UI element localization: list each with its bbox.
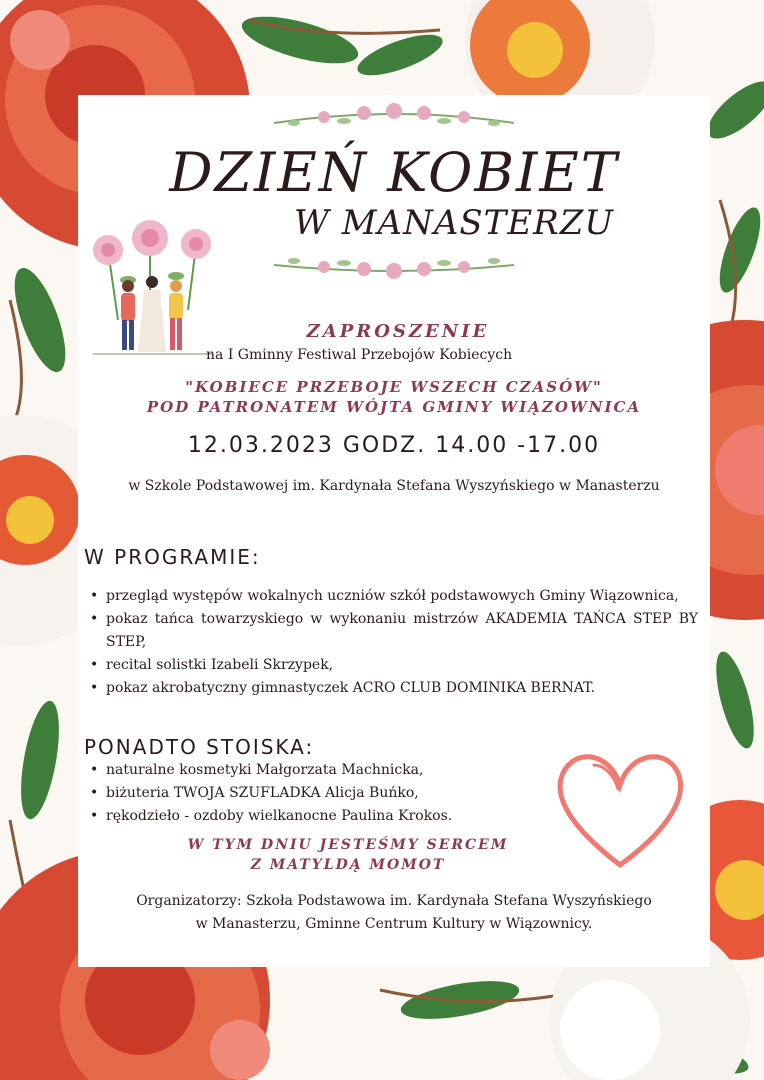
list-item: • pokaz akrobatyczny gimnastyczek ACRO CLUB DOMINIKA BERNAT.: [90, 677, 698, 700]
list-item: • przegląd występów wokalnych uczniów szkół podstawowych Gminy Wiązownica,: [90, 585, 698, 608]
heart-message-line1: W TYM DNIU JESTEŚMY SERCEM: [187, 837, 509, 853]
heart-message-line2: Z MATYLDĄ MOMOT: [250, 857, 446, 873]
organizers-line1: Organizatorzy: Szkoła Podstawowa im. Kardynała Stefana Wyszyńskiego: [136, 893, 652, 909]
festival-name: na I Gminny Festiwal Przebojów Kobiecych: [206, 347, 513, 363]
stands-heading: PONADTO STOISKA:: [84, 735, 315, 759]
page-title: DZIEŃ KOBIET: [169, 141, 619, 204]
floral-ornament-bottom: [264, 247, 524, 283]
page-subtitle: W MANASTERZU: [293, 203, 615, 243]
organizers-line2: w Manasterzu, Gminne Centrum Kultury w Wiązownicy.: [195, 916, 593, 932]
list-item: • rękodzieło - ozdoby wielkanocne Paulina Krokos.: [90, 805, 530, 828]
event-datetime: 12.03.2023 GODZ. 14.00 -17.00: [187, 433, 601, 458]
invitation-heading: ZAPROSZENIE: [306, 321, 490, 342]
stands-list: [90, 759, 530, 828]
floral-ornament-top: [264, 101, 524, 137]
festival-motto: "KOBIECE PRZEBOJE WSZECH CZASÓW": [185, 378, 603, 396]
invitation-card: [78, 95, 710, 967]
heart-icon: [548, 745, 693, 875]
women-illustration: [88, 220, 218, 365]
event-location: w Szkole Podstawowej im. Kardynała Stefana Wyszyńskiego w Manasterzu: [128, 478, 660, 494]
patronage: POD PATRONATEM WÓJTA GMINY WIĄZOWNICA: [146, 398, 642, 416]
list-item: • recital solistki Izabeli Skrzypek,: [90, 654, 698, 677]
list-item: • pokaz tańca towarzyskiego w wykonaniu mistrzów AKADEMIA TAŃCA STEP BY STEP,: [90, 608, 698, 654]
program-list: [90, 585, 698, 700]
list-item: • naturalne kosmetyki Małgorzata Machnicka,: [90, 759, 530, 782]
list-item: • biżuteria TWOJA SZUFLADKA Alicja Buńko,: [90, 782, 530, 805]
program-heading: W PROGRAMIE:: [84, 545, 261, 569]
